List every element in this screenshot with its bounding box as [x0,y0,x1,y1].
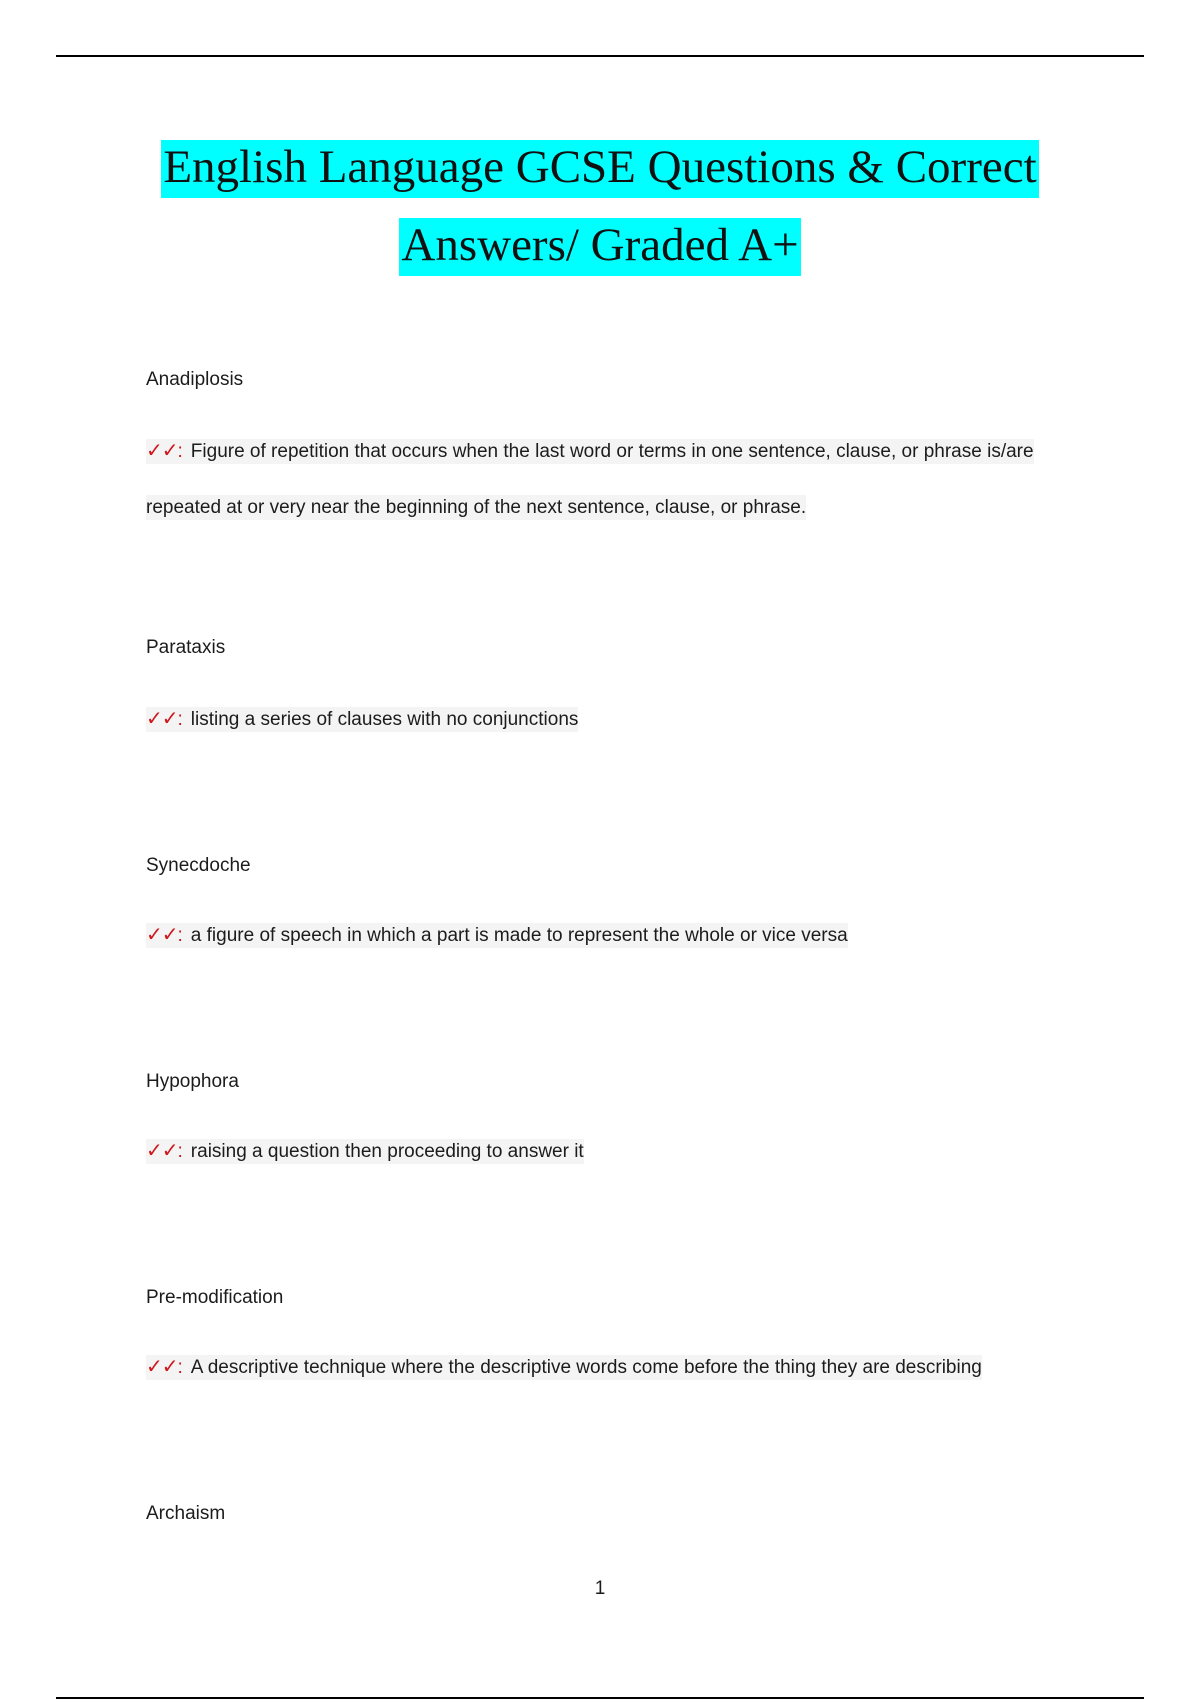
footer-rule [56,1697,1144,1699]
qa-entry [146,1500,1066,1528]
qa-entry [146,634,1066,748]
answer-separator: : [177,925,183,946]
double-check-icon: ✓✓ [146,1138,178,1162]
qa-entry [146,366,1066,536]
term-label: Synecdoche [146,855,251,876]
answer-body: a figure of speech in which a part is made to represent the whole or vice versa [190,925,848,946]
answer-separator: : [177,1357,183,1378]
answer-text [146,422,1066,536]
title-line-1: English Language GCSE Questions & Correct [161,140,1038,198]
term-label: Parataxis [146,637,226,658]
term-label: Pre-modification [146,1287,284,1308]
qa-list [146,366,1066,1528]
double-check-icon: ✓✓ [146,1354,178,1378]
answer-text [146,1122,1066,1180]
answer-body: raising a question then proceeding to answer it [190,1141,584,1162]
answer-separator: : [177,441,183,462]
page-number: 1 [594,1578,606,1599]
answer-text [146,690,1066,748]
answer-separator: : [177,709,183,730]
answer-body: Figure of repetition that occurs when the last word or terms in one sentence, clause, or phrase is/are repeated at or very near the beginning of the next sentence, clause, or phrase. [146,441,1034,518]
qa-entry [146,1284,1066,1396]
answer-body: A descriptive technique where the descriptive words come before the thing they are describing [190,1357,982,1378]
double-check-icon: ✓✓ [146,706,178,730]
qa-entry [146,1068,1066,1180]
term-label: Hypophora [146,1071,239,1092]
header-rule [56,55,1144,57]
term-label: Archaism [146,1503,226,1524]
double-check-icon: ✓✓ [146,922,178,946]
answer-text [146,906,1066,964]
title-line-2: Answers/ Graded A+ [399,218,800,276]
qa-entry [146,852,1066,964]
answer-separator: : [177,1141,183,1162]
document-title [56,140,1144,276]
term-label: Anadiplosis [146,369,244,390]
double-check-icon: ✓✓ [146,438,178,462]
answer-text [146,1338,1066,1396]
answer-body: listing a series of clauses with no conjunctions [190,709,579,730]
